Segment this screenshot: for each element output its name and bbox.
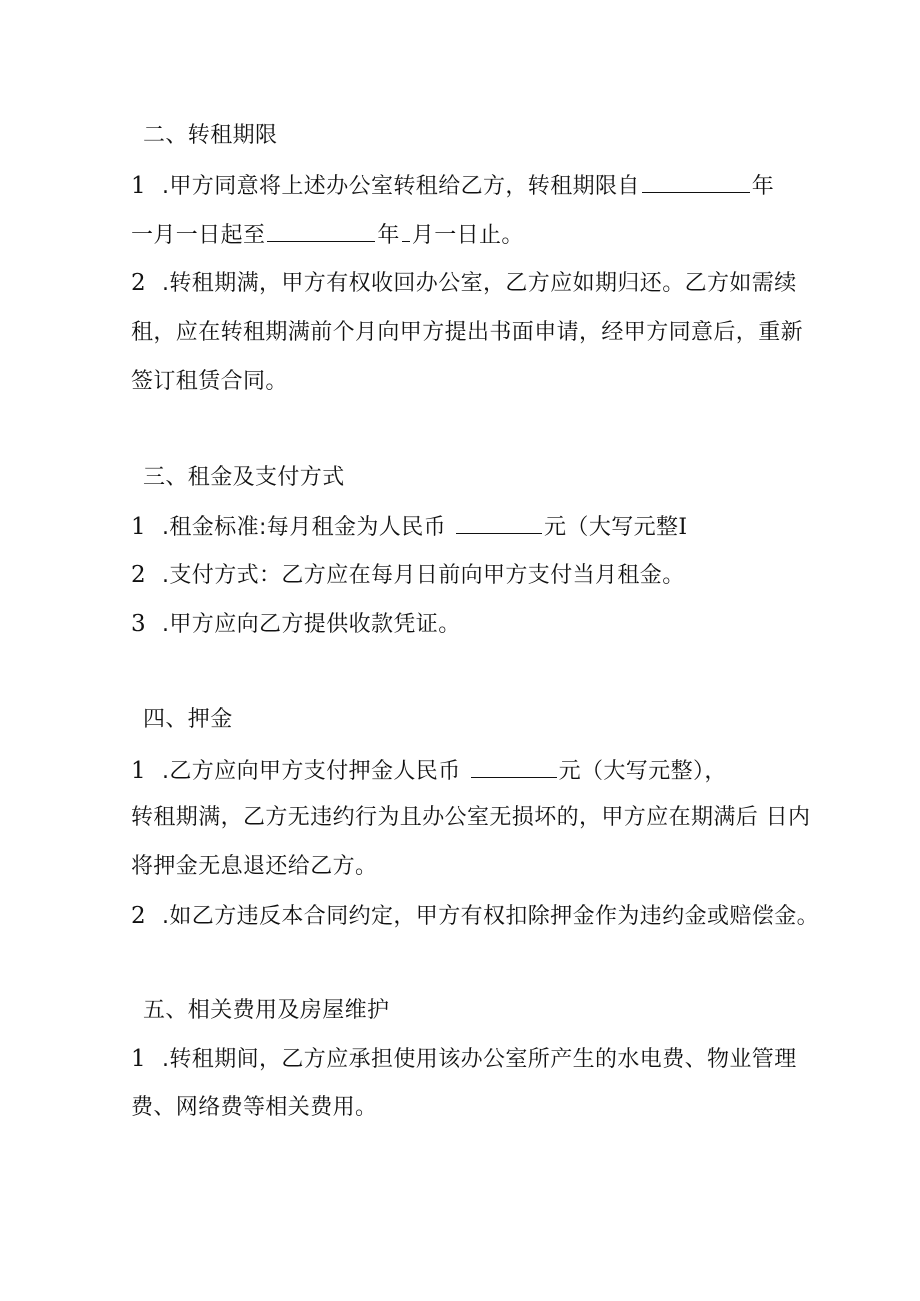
clause-text: 元（大写元整）， — [558, 759, 727, 784]
clause-text: I — [678, 515, 688, 540]
blank-field-end-year[interactable] — [267, 219, 375, 242]
clause-number: 1 — [131, 758, 147, 784]
section-heading-deposit: 四、押金 — [143, 707, 233, 732]
clause-text: .转租期间，乙方应承担使用该办公室所产生的水电费、物业管理 — [162, 1047, 797, 1072]
clause-4-1-line-2: 转租期满，乙方无违约行为且办公室无损坏的，甲方应在期满后 日内 — [131, 805, 811, 830]
clause-text: .乙方应向甲方支付押金人民币 — [162, 759, 461, 784]
blank-field-start-year[interactable] — [642, 170, 750, 193]
clause-number: 3 — [131, 611, 147, 637]
clause-text: .支付方式：乙方应在每月日前向甲方支付当月租金。 — [162, 563, 685, 588]
clause-2-1-line-2 — [131, 219, 524, 251]
clause-number: 1 — [131, 173, 147, 199]
clause-text: .转租期满，甲方有权收回办公室，乙方应如期归还。乙方如需续 — [162, 271, 797, 296]
clause-text: 年 — [377, 223, 400, 248]
clause-4-1-line-1 — [131, 755, 727, 787]
clause-3-1 — [131, 511, 688, 543]
section-heading-term: 二、转租期限 — [143, 123, 278, 148]
clause-4-1-line-3: 将押金无息退还给乙方。 — [131, 854, 378, 879]
clause-number: 1 — [131, 1046, 147, 1072]
clause-text: .甲方同意将上述办公室转租给乙方，转租期限自 — [162, 174, 640, 199]
clause-number: 2 — [131, 270, 147, 296]
clause-text: 一月一日起至 — [131, 223, 266, 248]
clause-text: .甲方应向乙方提供收款凭证。 — [162, 612, 461, 637]
clause-2-2-line-1 — [131, 268, 797, 299]
blank-field-monthly-rent[interactable] — [456, 511, 542, 534]
clause-3-2 — [131, 560, 685, 591]
section-heading-rent: 三、租金及支付方式 — [143, 465, 345, 490]
clause-2-2-line-3: 签订租赁合同。 — [131, 369, 288, 394]
clause-text: 月一日止。 — [411, 223, 524, 248]
clause-3-3 — [131, 609, 461, 640]
clause-5-1-line-1 — [131, 1044, 797, 1075]
clause-number: 1 — [131, 514, 147, 540]
clause-text: 元（大写元整 — [544, 515, 679, 540]
clause-number: 2 — [131, 903, 147, 929]
clause-text: .租金标准:每月租金为人民币 — [162, 515, 447, 540]
clause-text: 年 — [751, 174, 775, 199]
clause-2-2-line-2: 租，应在转租期满前个月向甲方提出书面申请，经甲方同意后，重新 — [131, 320, 804, 345]
clause-2-1-line-1 — [131, 170, 774, 202]
clause-4-2 — [131, 901, 819, 932]
clause-number: 2 — [131, 562, 147, 588]
blank-field-end-month[interactable] — [402, 219, 410, 242]
section-heading-fees: 五、相关费用及房屋维护 — [143, 998, 390, 1023]
clause-text: .如乙方违反本合同约定，甲方有权扣除押金作为违约金或赔偿金。 — [162, 904, 819, 929]
clause-5-1-line-2: 费、网络费等相关费用。 — [131, 1095, 378, 1120]
blank-field-deposit[interactable] — [471, 755, 557, 778]
